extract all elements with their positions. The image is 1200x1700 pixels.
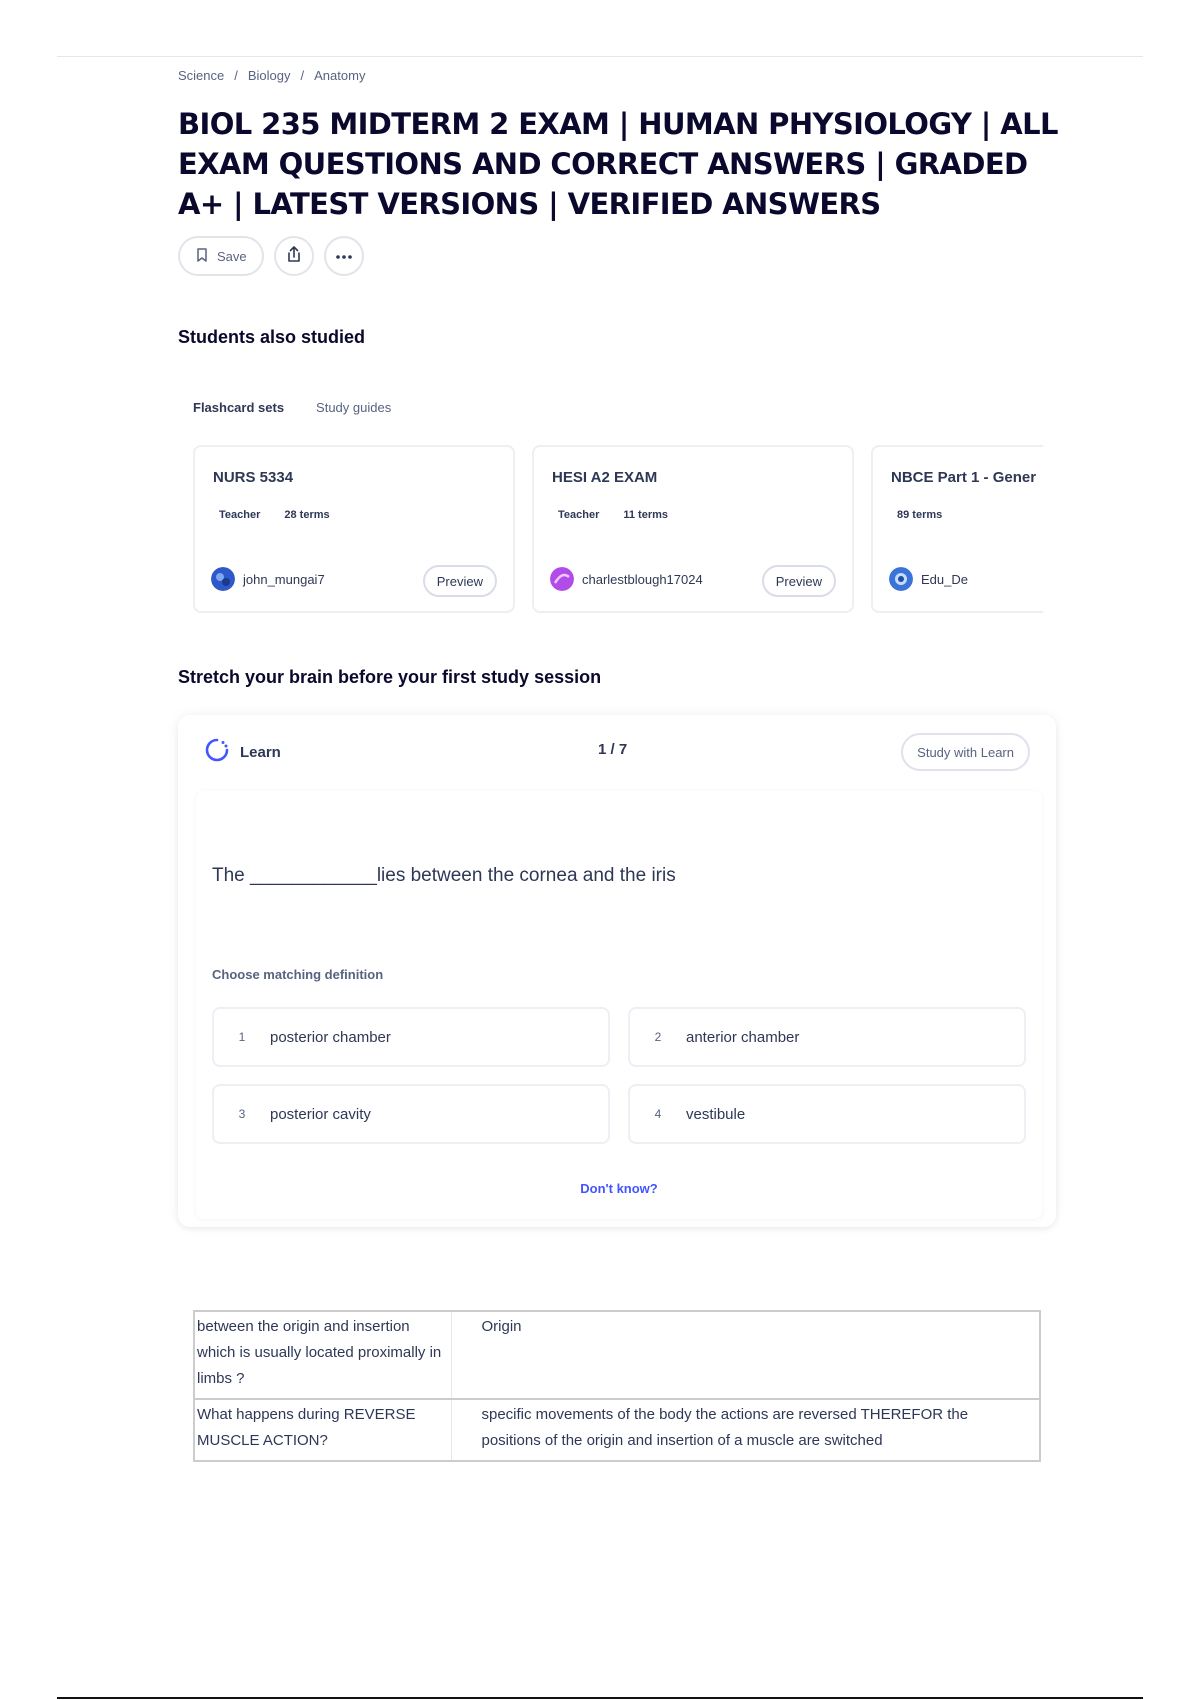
- card-term-count: 11 terms: [623, 509, 669, 521]
- avatar: [550, 567, 574, 591]
- term-cell: between the origin and insertion which is usually located proximally in limbs ?: [194, 1311, 451, 1399]
- share-button[interactable]: [274, 236, 314, 276]
- bookmark-icon: [196, 248, 208, 265]
- card-meta: [558, 509, 668, 521]
- table-row: [194, 1311, 1040, 1399]
- card-author-name: john_mungai7: [243, 571, 325, 587]
- title-actions: [178, 236, 364, 276]
- card-meta: [219, 509, 330, 521]
- definition-cell: Origin: [451, 1311, 1040, 1399]
- study-set-card[interactable]: [193, 445, 515, 613]
- term-cell: What happens during REVERSE MUSCLE ACTION?: [194, 1399, 451, 1461]
- avatar: [211, 567, 235, 591]
- answer-prompt: Choose matching definition: [212, 967, 384, 982]
- tab-study-guides[interactable]: Study guides: [316, 400, 392, 415]
- students-also-studied-heading: Students also studied: [178, 327, 366, 347]
- qa-table: [193, 1310, 1041, 1462]
- save-button[interactable]: [178, 236, 264, 276]
- breadcrumb-separator: /: [300, 68, 305, 83]
- option-number: 2: [654, 1030, 662, 1044]
- option-text: anterior chamber: [686, 1028, 800, 1046]
- card-author[interactable]: [211, 567, 325, 591]
- study-set-card[interactable]: [532, 445, 854, 613]
- card-author-name: Edu_De: [921, 571, 968, 587]
- question-panel: [196, 791, 1042, 1219]
- top-divider: [57, 56, 1143, 57]
- share-icon: [285, 245, 303, 268]
- breadcrumb-anatomy[interactable]: Anatomy: [314, 68, 366, 83]
- more-options-button[interactable]: [324, 236, 364, 276]
- study-type-tabs: [193, 400, 391, 415]
- option-number: 4: [654, 1107, 662, 1121]
- option-text: posterior cavity: [270, 1105, 371, 1123]
- answer-option[interactable]: [212, 1007, 610, 1067]
- learn-label: Learn: [240, 743, 281, 761]
- card-role-badge: Teacher: [219, 509, 261, 521]
- preview-button[interactable]: Preview: [423, 565, 497, 597]
- study-with-learn-button[interactable]: Study with Learn: [901, 733, 1030, 771]
- card-term-count: 89 terms: [897, 509, 943, 521]
- question-text: The ____________lies between the cornea and the iris: [212, 865, 676, 886]
- avatar: [889, 567, 913, 591]
- card-author-name: charlestblough17024: [582, 571, 703, 587]
- learn-widget: [178, 715, 1056, 1227]
- study-set-carousel: [193, 445, 1043, 615]
- save-label: Save: [217, 248, 247, 264]
- option-number: 1: [238, 1030, 246, 1044]
- question-counter: 1 / 7: [598, 741, 628, 758]
- learn-icon: [204, 737, 230, 767]
- breadcrumb: [178, 68, 365, 83]
- tab-flashcard-sets[interactable]: Flashcard sets: [193, 400, 285, 415]
- option-text: vestibule: [686, 1105, 746, 1123]
- breadcrumb-biology[interactable]: Biology: [247, 68, 291, 83]
- option-text: posterior chamber: [270, 1028, 391, 1046]
- bottom-divider: [57, 1697, 1143, 1699]
- study-set-card[interactable]: [871, 445, 1043, 613]
- option-number: 3: [238, 1107, 246, 1121]
- card-role-badge: Teacher: [558, 509, 600, 521]
- breadcrumb-separator: /: [234, 68, 238, 83]
- card-title: NBCE Part 1 - Gener: [891, 469, 1037, 486]
- dont-know-link[interactable]: Don't know?: [580, 1181, 658, 1196]
- breadcrumb-science[interactable]: Science: [178, 68, 225, 83]
- learn-section-heading: Stretch your brain before your first study session: [178, 667, 602, 687]
- card-author[interactable]: [889, 567, 968, 591]
- more-icon: [335, 247, 353, 265]
- table-row: [194, 1399, 1040, 1461]
- card-title: HESI A2 EXAM: [552, 469, 658, 486]
- card-title: NURS 5334: [213, 469, 294, 486]
- card-meta: [897, 509, 942, 521]
- definition-cell: specific movements of the body the actions are reversed THEREFOR the positions of the origin and insertion of a muscle are switched: [451, 1399, 1040, 1461]
- learn-mode-label: [204, 737, 281, 767]
- page-title: BIOL 235 MIDTERM 2 EXAM | HUMAN PHYSIOLOGY | ALL EXAM QUESTIONS AND CORRECT ANSWERS | GRADED A+ | LATEST VERSIONS | VERIFIED ANSWERS: [178, 107, 1058, 221]
- answer-option[interactable]: [212, 1084, 610, 1144]
- preview-button[interactable]: Preview: [762, 565, 836, 597]
- card-term-count: 28 terms: [284, 509, 330, 521]
- answer-option[interactable]: [628, 1084, 1026, 1144]
- answer-option[interactable]: [628, 1007, 1026, 1067]
- card-author[interactable]: [550, 567, 703, 591]
